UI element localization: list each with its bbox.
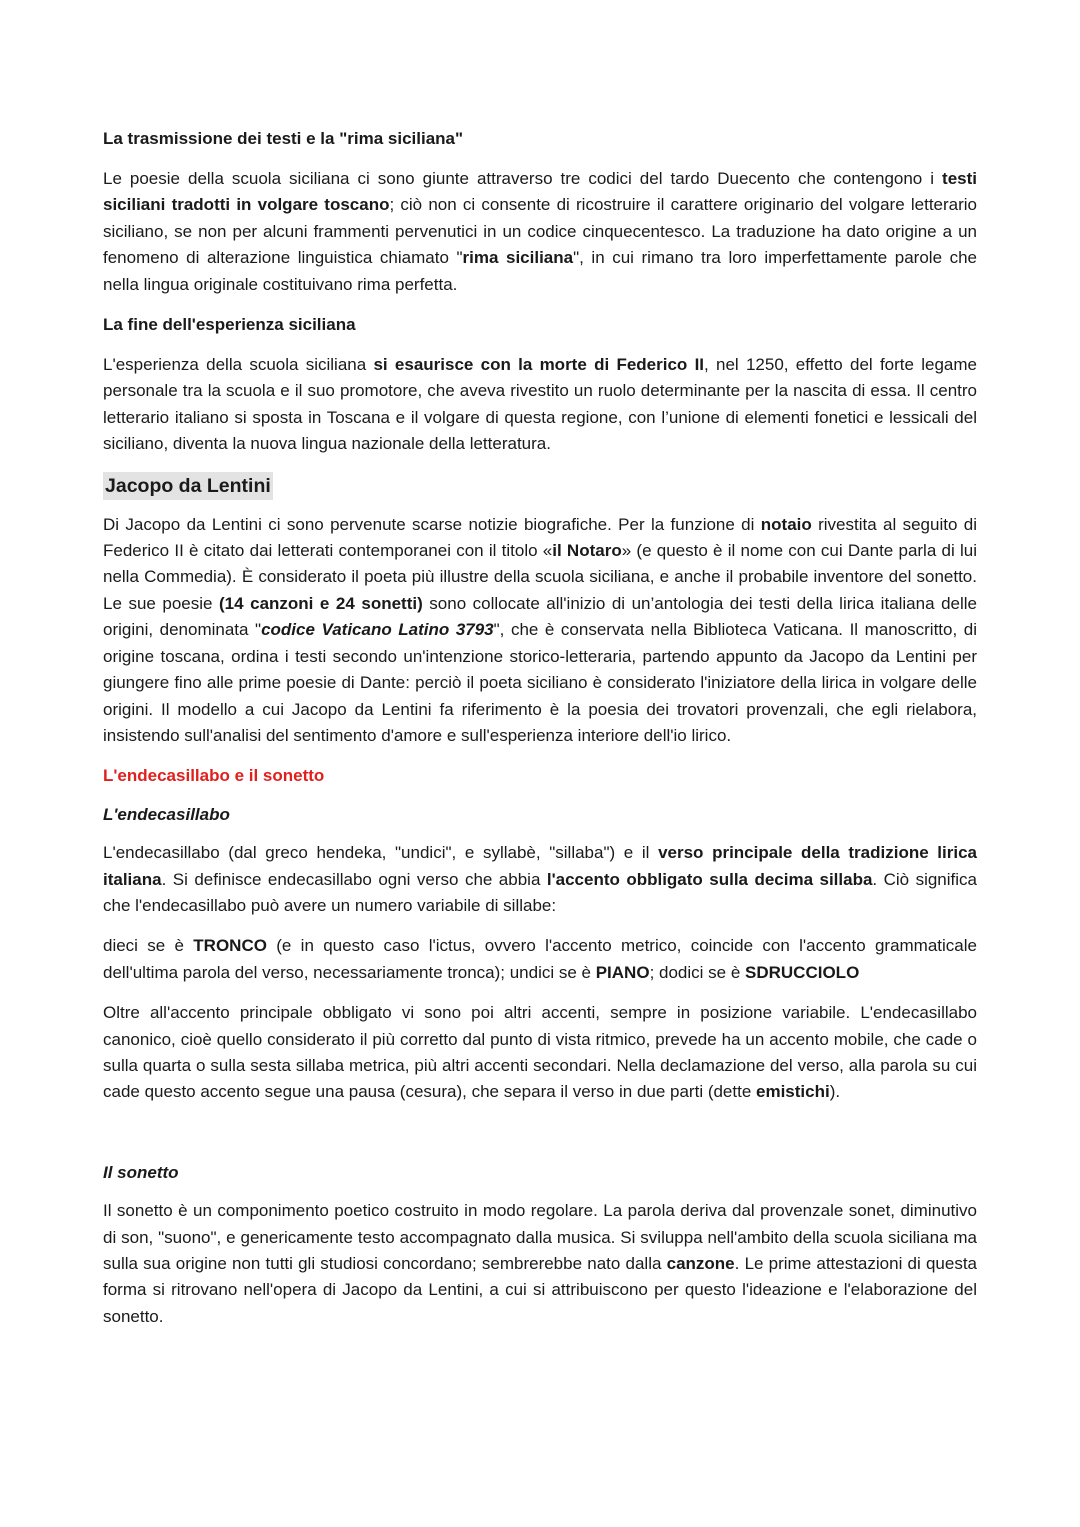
bold-text: emistichi [756,1082,830,1102]
text-run: rivestita al seguito di Federico II è citato dai letterati contemporanei con il titolo « [103,514,977,561]
bold-text: si esaurisce con la morte di Federico II [373,355,705,375]
text-run: ", in cui rimano tra loro imperfettamente parole che nella lingua originale costituivano rima perfetta. [103,248,977,294]
text-run: . Ciò significa che l'endecasillabo può avere un numero variabile di sillabe: [103,869,977,915]
bold-text: notaio [760,514,812,534]
text-run: . Si definisce endecasillabo ogni verso che abbia [161,869,547,889]
bold-text: l'accento obbligato sulla decima sillaba [546,869,873,889]
text-run: . Le prime attestazioni di questa forma si ritrovano nell'opera di Jacopo da Lentini, a cui si attribuiscono per questo l'ideazione e l'elaborazione del sonetto. [103,1254,978,1326]
bold-text: PIANO [595,962,650,982]
text-run: sono collocate all'inizio di un’antologia dei testi della lirica italiana delle origini, denominata " [103,593,977,640]
paragraph-trasmissione [103,166,977,298]
emphasis-text: codice Vaticano Latino 3793 [261,620,494,640]
bold-text: rima siciliana [462,248,574,268]
section-heading-fine-esperienza: La fine dell'esperienza siciliana [103,315,356,335]
text-run: , nel 1250, effetto del forte legame personale tra la scuola e il suo promotore, che aveva rivestito un ruolo determinante per la nascita di essa. Il centro letterario italiano si sposta in Toscana e il volgare di questa regione, con l’unione di elementi fonetici e lessicali del siciliano, diventa la nuova lingua nazionale della letteratura. [103,355,977,454]
text-run: dieci se è [103,936,194,956]
text-run: ; dodici se è [649,962,746,982]
paragraph-endecasillabo-sillabe [103,933,977,986]
section-heading-jacopo: Jacopo da Lentini [103,472,273,500]
bold-text: SDRUCCIOLO [745,962,860,982]
text-run: Di Jacopo da Lentini ci sono pervenute scarse notizie biografiche. Per la funzione di [103,514,761,534]
paragraph-endecasillabo-definizione [103,840,977,919]
text-run: ", che è conservata nella Biblioteca Vaticana. Il manoscritto, di origine toscana, ordina i testi secondo un'intenzione storico-letteraria, partendo appunto da Jacopo da Lentini per giungere fino alle prime poesie di Dante: perciò il poeta siciliano è considerato l'iniziatore della lirica in volgare delle origini. Il modello a cui Jacopo da Lentini fa riferimento è la poesia dei trovatori provenzali, che egli rielabora, insistendo sull'analisi del sentimento d'amore e sull'esperienza interiore dell'io lirico. [103,620,977,745]
bold-text: verso principale della tradizione lirica italiana [103,843,977,889]
bold-text: testi siciliani tradotti in volgare toscano [103,169,977,215]
bold-text: canzone [666,1254,735,1273]
subheading-endecasillabo: L'endecasillabo [103,804,230,824]
paragraph-sonetto [103,1198,977,1330]
bold-text: (14 canzoni e 24 sonetti) [219,593,423,613]
section-heading-endecasillabo-sonetto: L'endecasillabo e il sonetto [103,766,325,786]
text-run: L'esperienza della scuola siciliana [103,355,374,375]
text-run: L'endecasillabo (dal greco hendeka, "undici", e syllabè, "sillaba") e il [103,843,659,863]
paragraph-jacopo [103,512,977,750]
section-heading-trasmissione: La trasmissione dei testi e la "rima siciliana" [103,129,464,148]
spacer [103,1120,977,1160]
text-run: Le poesie della scuola siciliana ci sono giunte attraverso tre codici del tardo Duecento che contengono i [103,169,943,188]
text-run: Il sonetto è un componimento poetico costruito in modo regolare. La parola deriva dal provenzale sonet, diminutivo di son, "suono", e genericamente testo accompagnato dalla musica. Si sviluppa nell'ambito della scuola siciliana ma sulla sua origine non tutti gli studiosi concordano; sembrerebbe nato dalla [103,1201,977,1273]
subheading-sonetto: Il sonetto [103,1162,179,1182]
paragraph-endecasillabo-accenti [103,1000,977,1106]
bold-text: il Notaro [552,541,622,561]
document-page [103,126,977,1344]
text-run: ). [829,1082,841,1102]
bold-text: TRONCO [193,936,267,956]
text-run: Oltre all'accento principale obbligato vi sono poi altri accenti, sempre in posizione variabile. L'endecasillabo canonico, cioè quello considerato il più corretto dal punto di vista ritmico, prevede ha un accento mobile, che cade o sulla quarta o sulla sesta sillaba metrica, più altri accenti secondari. Nella declamazione del verso, alla parola su cui cade questo accento segue una pausa (cesura), che separa il verso in due parti (dette [103,1003,977,1102]
text-run: (e in questo caso l'ictus, ovvero l'accento metrico, coincide con l'accento grammaticale dell'ultima parola del verso, necessariamente tronca); undici se è [103,936,977,982]
paragraph-fine-esperienza [103,352,977,458]
text-run: » (e questo è il nome con cui Dante parla di lui nella Commedia). È considerato il poeta più illustre della scuola siciliana, e anche il probabile inventore del sonetto. Le sue poesie [103,541,977,613]
text-run: ; ciò non ci consente di ricostruire il carattere originario del volgare letterario siciliano, se non per alcuni frammenti pervenutici in un codice cinquecentesco. La traduzione ha dato origine a un fenomeno di alterazione linguistica chiamato " [103,195,978,268]
